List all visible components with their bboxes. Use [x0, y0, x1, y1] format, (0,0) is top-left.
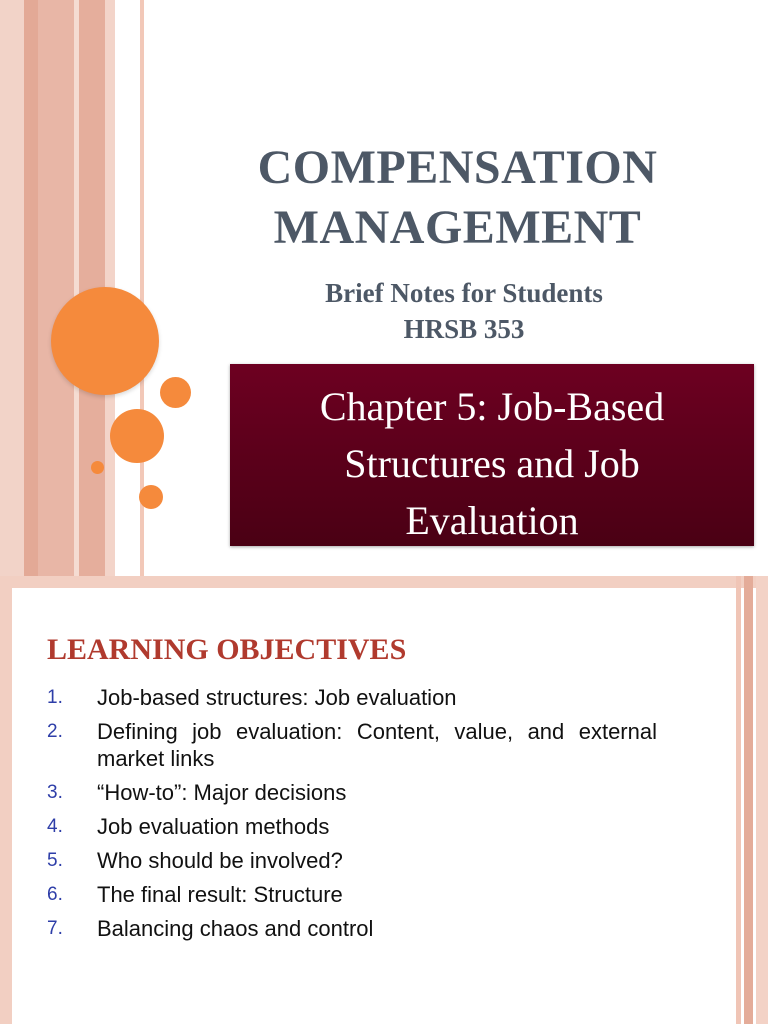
right-stripe-3: [756, 576, 768, 1024]
list-item: [47, 684, 657, 711]
chapter-line-3: Evaluation: [405, 498, 579, 543]
decorative-circle-large: [51, 287, 159, 395]
list-item-text: Job-based structures: Job evaluation: [97, 685, 457, 710]
right-stripe-1: [736, 576, 741, 1024]
right-stripe-2: [744, 576, 753, 1024]
left-border-bar: [0, 576, 12, 1024]
decorative-stripes: [0, 0, 150, 576]
list-item-text: Job evaluation methods: [97, 814, 330, 839]
course-code: HRSB 353: [403, 314, 525, 344]
chapter-line-2: Structures and Job: [344, 441, 640, 486]
list-number: 6.: [47, 884, 63, 905]
decorative-circle-tiny: [91, 461, 104, 474]
objectives-list: [47, 684, 657, 949]
title-line-2: MANAGEMENT: [273, 201, 642, 254]
chapter-title: [230, 378, 754, 549]
title-line-1: COMPENSATION: [257, 141, 658, 194]
presentation-title: [205, 138, 710, 258]
list-number: 5.: [47, 850, 63, 871]
list-item-text: Who should be involved?: [97, 848, 343, 873]
list-item: [47, 779, 657, 806]
list-number: 2.: [47, 721, 63, 742]
list-item: [47, 813, 657, 840]
list-number: 1.: [47, 687, 63, 708]
list-item: [47, 718, 657, 772]
presentation-subtitle: [205, 275, 723, 347]
chapter-line-1: Chapter 5: Job-Based: [319, 384, 665, 429]
list-item-text: The final result: Structure: [97, 882, 343, 907]
list-item-text: “How-to”: Major decisions: [97, 780, 347, 805]
list-number: 4.: [47, 816, 63, 837]
list-item: [47, 915, 657, 942]
chapter-banner: [230, 364, 754, 546]
objectives-slide: [0, 576, 768, 1024]
decorative-circle-small: [160, 377, 191, 408]
list-item: [47, 847, 657, 874]
decorative-circle-medium: [110, 409, 164, 463]
list-item-text: Defining job evaluation: Content, value, and external market links: [97, 719, 657, 771]
subtitle-text: Brief Notes for Students: [325, 278, 603, 308]
decorative-circle-small-2: [139, 485, 163, 509]
top-border-bar: [0, 576, 768, 588]
slide-heading: LEARNING OBJECTIVES: [47, 633, 407, 666]
list-item-text: Balancing chaos and control: [97, 916, 374, 941]
list-item: [47, 881, 657, 908]
list-number: 7.: [47, 918, 63, 939]
list-number: 3.: [47, 782, 63, 803]
